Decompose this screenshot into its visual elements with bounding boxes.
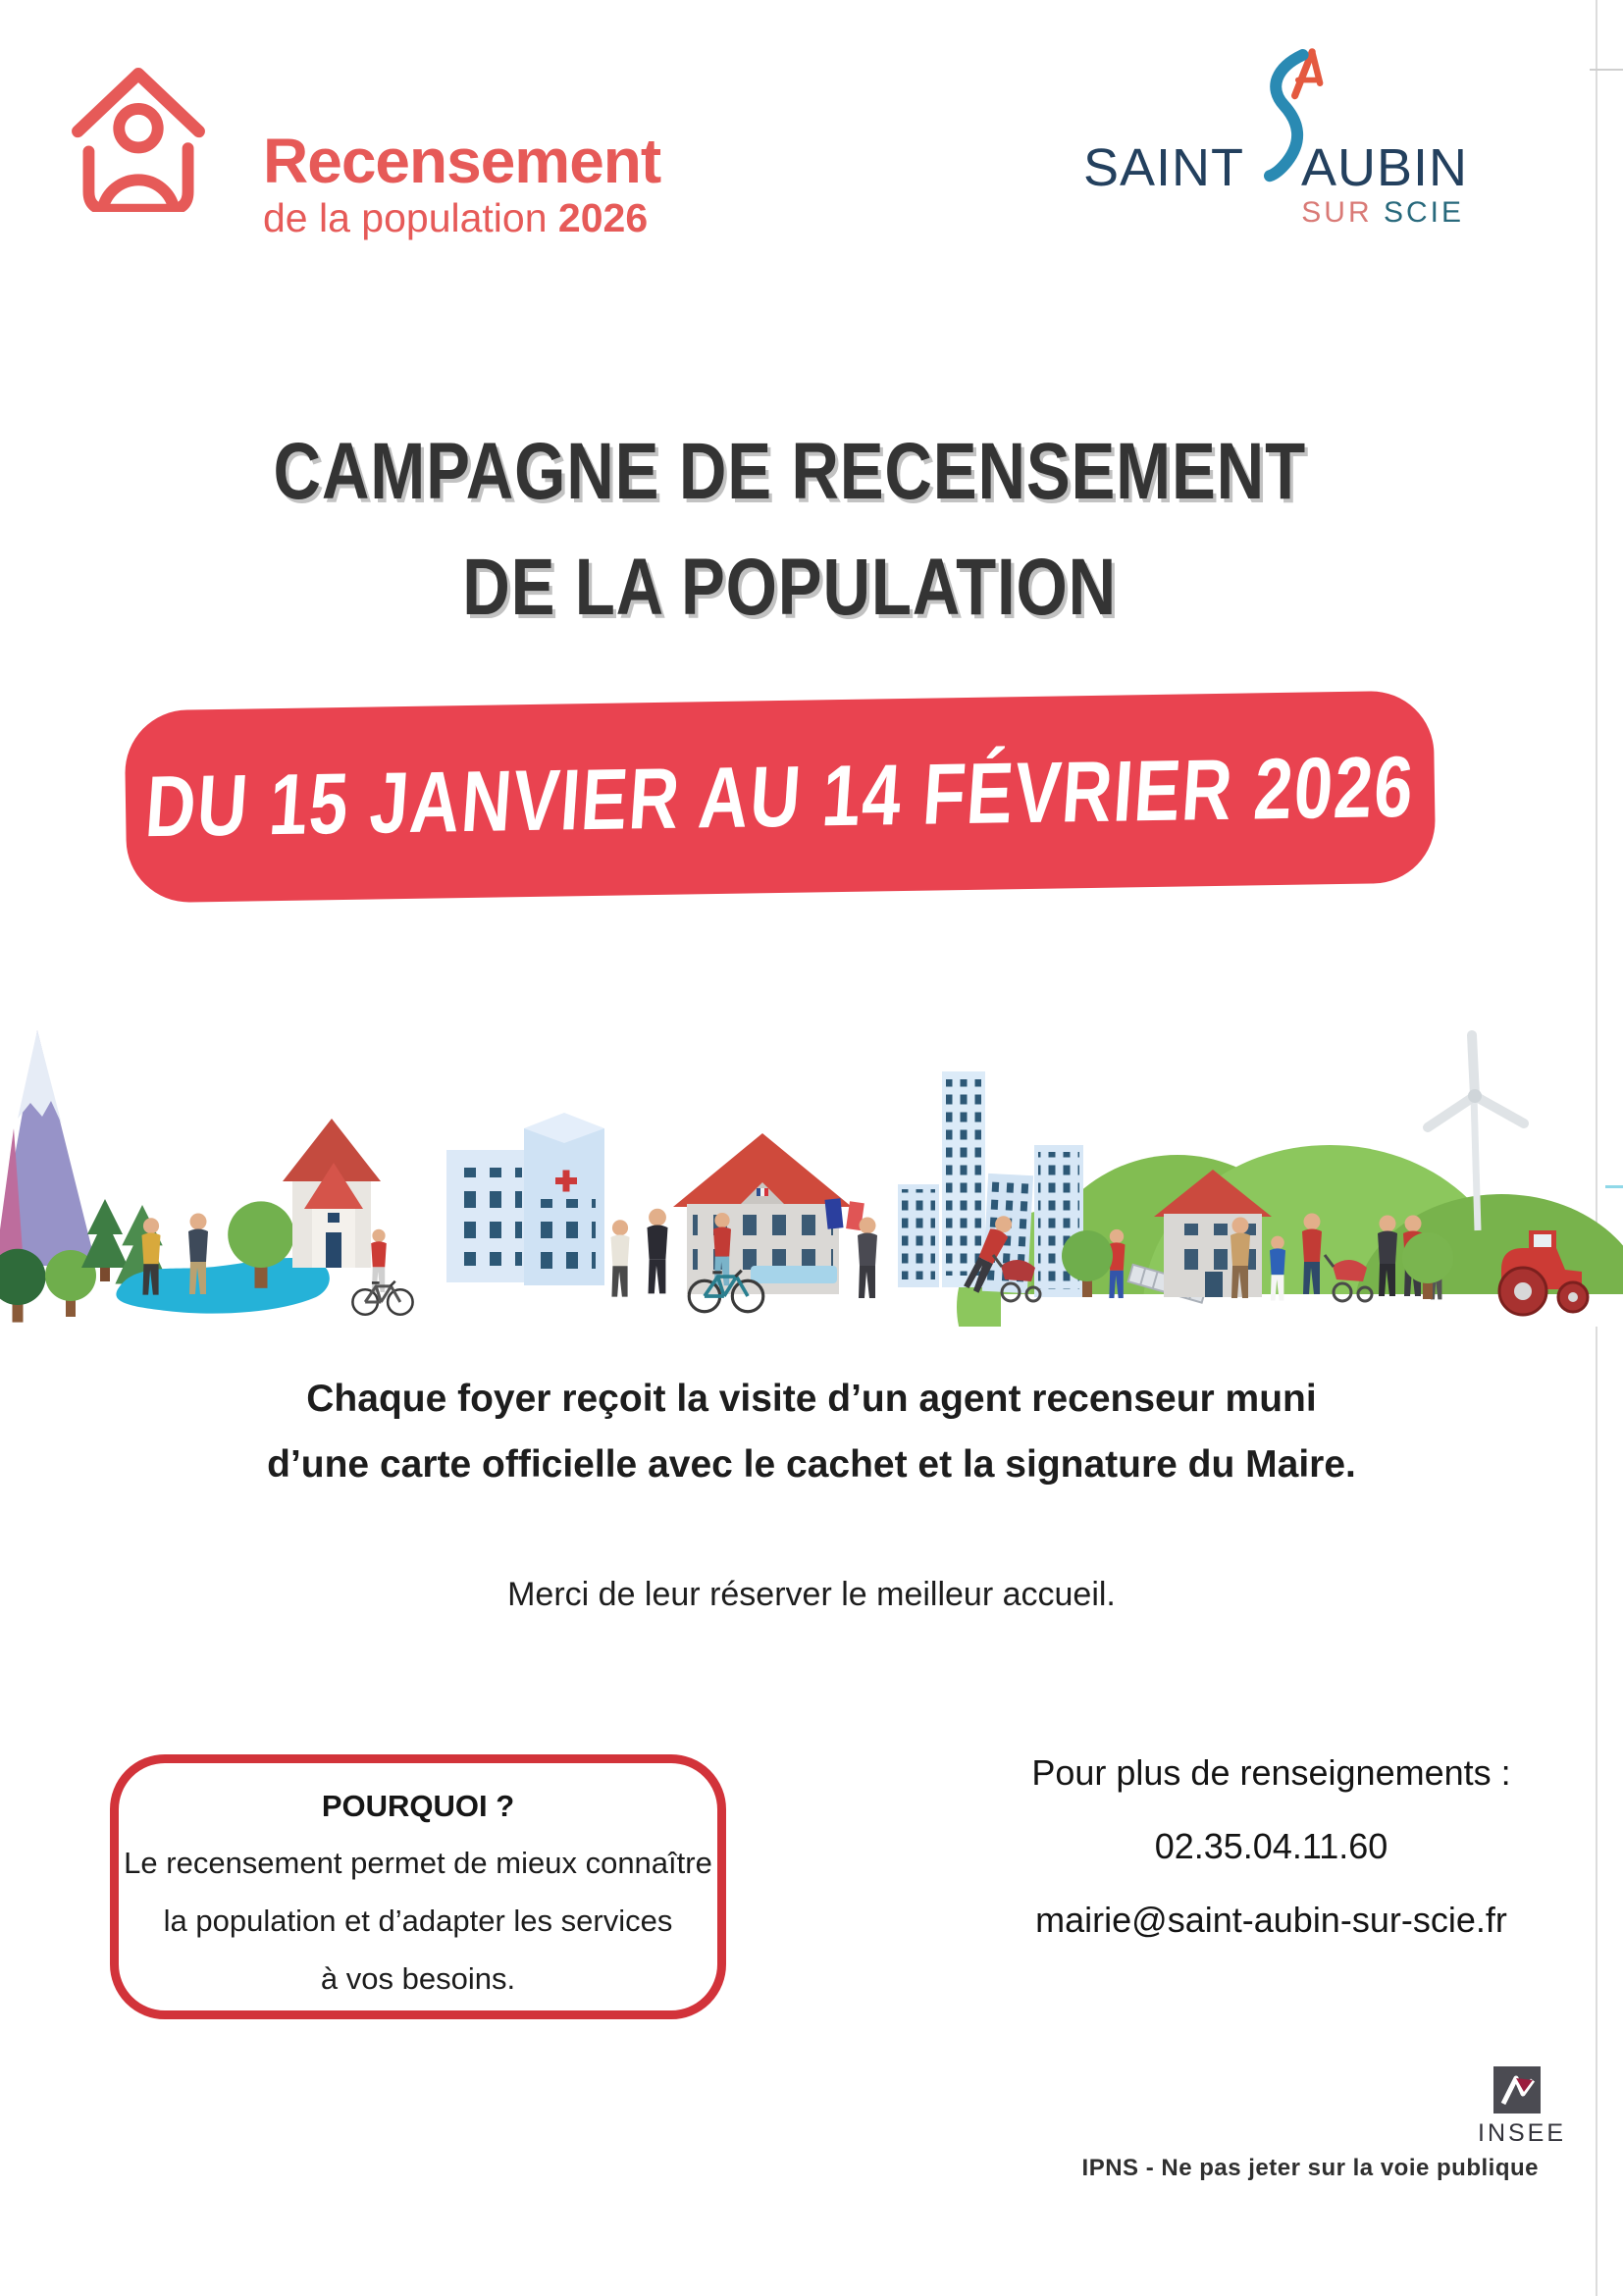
page-title: [0, 427, 1580, 632]
welcome-line: Merci de leur réserver le meilleur accueil.: [507, 1576, 1116, 1613]
contact-email: mairie@saint-aubin-sur-scie.fr: [1035, 1900, 1507, 1940]
contact-heading: Pour plus de renseignements :: [1031, 1752, 1511, 1793]
why-box-line-3: à vos besoins.: [320, 1961, 516, 1996]
title-line-2: DE LA POPULATION: [462, 543, 1118, 632]
why-box-title: POURQUOI ?: [321, 1789, 515, 1823]
date-banner: [125, 691, 1437, 904]
pedestrian: [611, 1220, 630, 1296]
pedestrian: [648, 1209, 668, 1294]
lead-line-1: Chaque foyer reçoit la visite d’un agent recenseur muni: [306, 1378, 1317, 1420]
census-logo-title: Recensement: [263, 126, 661, 196]
commune-name: SAINT AUBIN: [1082, 138, 1469, 197]
mountain: [0, 1030, 96, 1266]
census-logo: [61, 51, 748, 257]
house-person-icon: [61, 57, 216, 212]
census-logo-subtitle: de la population 2026: [263, 195, 649, 240]
bicycle-icon: [352, 1281, 412, 1315]
ipns-notice: IPNS - Ne pas jeter sur la voie publique: [1081, 2155, 1539, 2181]
scan-artifact-tick: [1590, 69, 1623, 71]
pedestrian: [858, 1218, 877, 1299]
insee-logo-icon: [1493, 2066, 1541, 2113]
date-banner-text: DU 15 JANVIER AU 14 FÉVRIER 2026: [142, 737, 1418, 856]
why-box-line-1: Le recensement permet de mieux connaître: [124, 1846, 712, 1880]
lead-line-2: d’une carte officielle avec le cachet et la signature du Maire.: [267, 1443, 1356, 1486]
title-line-1: CAMPAGNE DE RECENSEMENT: [273, 427, 1307, 516]
tree-icon: [0, 1249, 46, 1323]
commune-logo: [1079, 47, 1472, 243]
hospital-building: [446, 1113, 604, 1285]
town-illustration: [0, 1003, 1623, 1327]
insee-label: INSEE: [1478, 2119, 1567, 2147]
town-hall-building: [673, 1133, 852, 1294]
lead-paragraph: [0, 1366, 1623, 1497]
house: [283, 1119, 381, 1268]
contact-info: [969, 1752, 1573, 1973]
commune-subtitle: SUR SCIE: [1301, 196, 1464, 229]
town-illustration-svg: [0, 1003, 1623, 1327]
insee-logo: [1478, 2066, 1567, 2148]
why-box: [110, 1754, 726, 2019]
why-box-line-2: la population et d’adapter les services: [163, 1904, 673, 1938]
contact-phone: 02.35.04.11.60: [1154, 1826, 1388, 1866]
